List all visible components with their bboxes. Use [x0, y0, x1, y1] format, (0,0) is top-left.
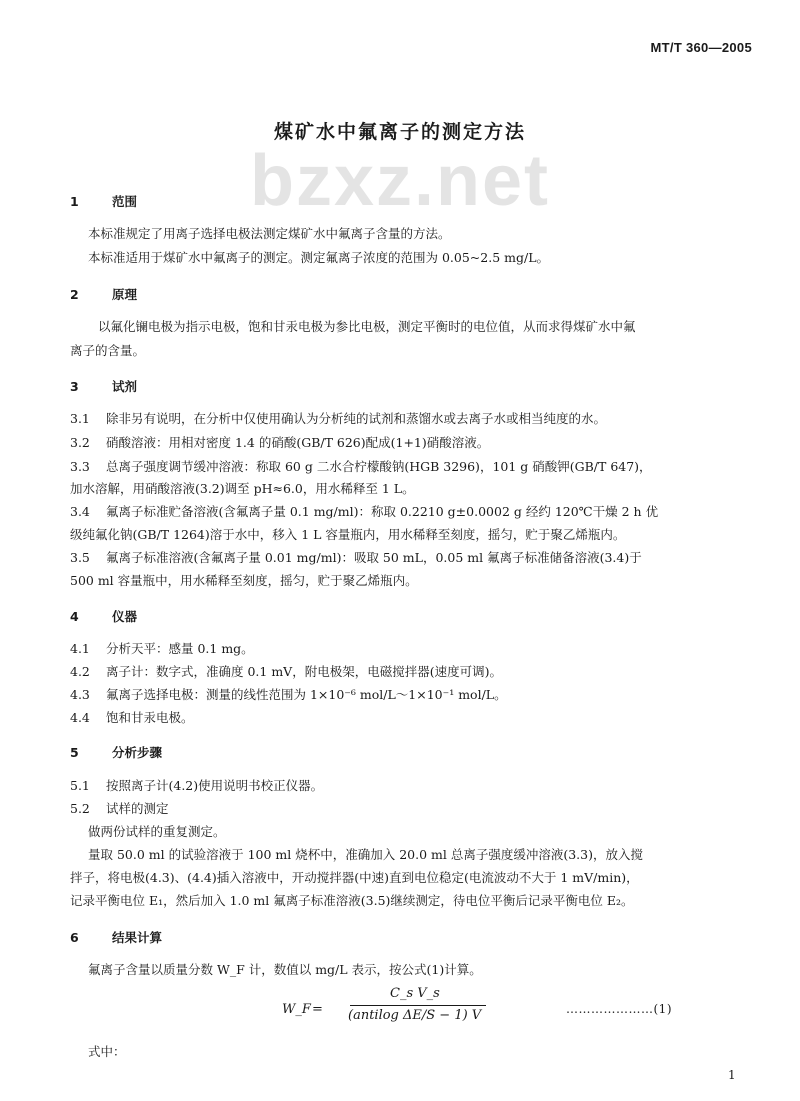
- section-number: 1: [70, 194, 79, 209]
- section-4-heading: [70, 608, 137, 626]
- clause-text: 试样的测定: [106, 801, 169, 816]
- clause: [70, 777, 323, 795]
- clause-text: 除非另有说明，在分析中仅使用确认为分析纯的试剂和蒸馏水或去离子水或相当纯度的水。: [106, 411, 607, 426]
- fraction-bar: [350, 1005, 486, 1006]
- clause: [70, 800, 169, 818]
- clause-number: 3.4: [70, 504, 90, 519]
- paragraph: 以氟化镧电极为指示电极，饱和甘汞电极为参比电极，测定平衡时的电位值，从而求得煤矿水中氟: [98, 319, 636, 334]
- clause-number: 3.2: [70, 435, 90, 450]
- section-number: 3: [70, 379, 79, 394]
- clause-number: 3.3: [70, 459, 90, 474]
- clause-number: 4.1: [70, 641, 90, 656]
- clause: [70, 686, 507, 704]
- equation-number: …………………(1): [566, 1002, 672, 1016]
- section-number: 2: [70, 287, 79, 302]
- clause-number: 3.5: [70, 550, 90, 565]
- clause: [70, 709, 194, 727]
- paragraph: 拌子，将电极(4.3)、(4.4)插入溶液中，开动搅拌器(中速)直到电位稳定(电流波动不大于 1 mV/min)，: [70, 870, 639, 885]
- clause: [70, 549, 642, 567]
- section-title: 试剂: [112, 379, 138, 394]
- clause-continuation: 500 ml 容量瓶中，用水稀释至刻度，摇匀，贮于聚乙烯瓶内。: [70, 573, 418, 588]
- clause: [70, 434, 489, 452]
- clause-text: 离子计：数字式，准确度 0.1 mV，附电极架，电磁搅拌器(速度可调)。: [106, 664, 502, 679]
- formula-equals: =: [312, 1002, 323, 1017]
- formula: [282, 986, 510, 1036]
- clause-number: 5.1: [70, 778, 90, 793]
- paragraph: 本标准规定了用离子选择电极法测定煤矿水中氟离子含量的方法。: [88, 226, 451, 241]
- paragraph: 离子的含量。: [70, 343, 146, 358]
- clause-text: 氟离子标准贮备溶液(含氟离子量 0.1 mg/ml)：称取 0.2210 g±0.0002 g 经约 120℃干燥 2 h 优: [106, 504, 659, 519]
- clause-text: 硝酸溶液：用相对密度 1.4 的硝酸(GB/T 626)配成(1+1)硝酸溶液。: [106, 435, 490, 450]
- clause: [70, 410, 606, 428]
- section-number: 6: [70, 930, 79, 945]
- section-title: 仪器: [112, 609, 138, 624]
- formula-lhs: W_F: [282, 1002, 311, 1017]
- paragraph: 本标准适用于煤矿水中氟离子的测定。测定氟离子浓度的范围为 0.05~2.5 mg/L。: [88, 250, 549, 265]
- paragraph: 氟离子含量以质量分数 W_F 计，数值以 mg/L 表示，按公式(1)计算。: [88, 962, 482, 977]
- section-title: 范围: [112, 194, 138, 209]
- clause-text: 总离子强度调节缓冲溶液：称取 60 g 二水合柠檬酸钠(HGB 3296)，101 g 硝酸钾(GB/T 647)，: [106, 459, 652, 474]
- clause-number: 3.1: [70, 411, 90, 426]
- section-title: 分析步骤: [112, 745, 163, 760]
- section-title: 原理: [112, 287, 138, 302]
- clause: [70, 663, 502, 681]
- clause-number: 5.2: [70, 801, 90, 816]
- paragraph: 式中：: [88, 1044, 126, 1059]
- watermark: bzxz.net: [249, 141, 551, 221]
- clause: [70, 640, 254, 658]
- paragraph: 做两份试样的重复测定。: [88, 824, 226, 839]
- section-number: 5: [70, 745, 79, 760]
- section-number: 4: [70, 609, 79, 624]
- clause-number: 4.2: [70, 664, 90, 679]
- document-title: 煤矿水中氟离子的测定方法: [273, 121, 526, 143]
- clause-text: 氟离子标准溶液(含氟离子量 0.01 mg/ml)：吸取 50 mL，0.05 ml 氟离子标准储备溶液(3.4)于: [106, 550, 642, 565]
- clause-text: 分析天平：感量 0.1 mg。: [106, 641, 254, 656]
- clause: [70, 503, 658, 521]
- clause-continuation: 级纯氟化钠(GB/T 1264)溶于水中，移入 1 L 容量瓶内，用水稀释至刻度，摇匀，贮于聚乙烯瓶内。: [70, 527, 626, 542]
- formula-numerator: C_s V_s: [390, 986, 440, 1001]
- clause-text: 氟离子选择电极：测量的线性范围为 1×10⁻⁶ mol/L～1×10⁻¹ mol/L。: [106, 687, 507, 702]
- clause-text: 按照离子计(4.2)使用说明书校正仪器。: [106, 778, 324, 793]
- section-5-heading: [70, 744, 162, 762]
- paragraph: 量取 50.0 ml 的试验溶液于 100 ml 烧杯中，准确加入 20.0 ml 总离子强度缓冲溶液(3.3)，放入搅: [88, 847, 643, 862]
- section-title: 结果计算: [112, 930, 163, 945]
- section-2-heading: [70, 286, 137, 304]
- section-3-heading: [70, 378, 137, 396]
- clause: [70, 458, 652, 476]
- section-6-heading: [70, 929, 162, 947]
- clause-number: 4.4: [70, 710, 90, 725]
- standard-number: MT/T 360—2005: [650, 40, 752, 55]
- section-1-heading: [70, 193, 137, 211]
- page-number: 1: [728, 1068, 736, 1082]
- formula-denominator: (antilog ΔE/S − 1) V: [348, 1008, 482, 1023]
- clause-number: 4.3: [70, 687, 90, 702]
- clause-text: 饱和甘汞电极。: [106, 710, 194, 725]
- clause-continuation: 加水溶解，用硝酸溶液(3.2)调至 pH≈6.0，用水稀释至 1 L。: [70, 481, 415, 496]
- paragraph: 记录平衡电位 E₁，然后加入 1.0 ml 氟离子标准溶液(3.5)继续测定，待电位平衡后记录平衡电位 E₂。: [70, 893, 634, 908]
